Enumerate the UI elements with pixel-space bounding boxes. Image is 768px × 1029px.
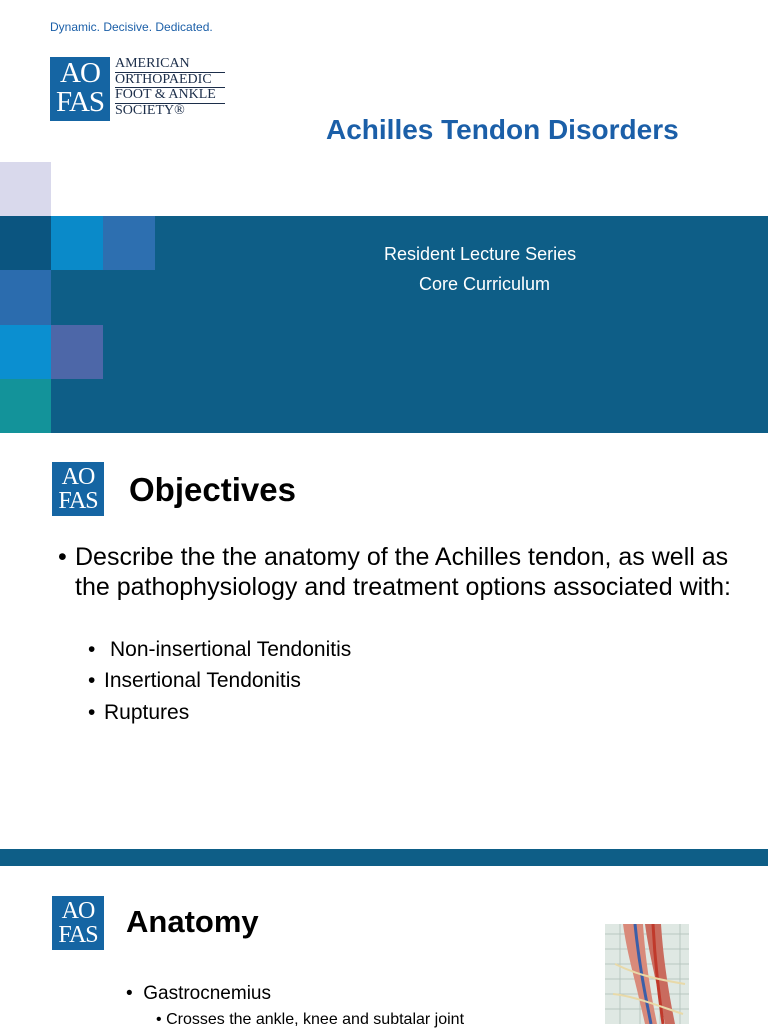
logo-mark-top: AO (60, 57, 100, 89)
org-line: AMERICAN (115, 57, 225, 73)
anatomy-illustration (605, 924, 689, 1024)
bullet-icon: • (58, 543, 67, 571)
decor-square (51, 325, 103, 379)
subtitle-line2: Core Curriculum (419, 274, 551, 294)
aofas-logo-small (52, 896, 104, 950)
anatomy-sub-bullet (156, 1011, 464, 1029)
aofas-logo-small (52, 462, 104, 516)
decor-square (0, 325, 51, 379)
sub-bullet-text: Non-insertional Tendonitis (110, 638, 352, 661)
sub-bullet-item (88, 701, 189, 725)
logo-mark-top: AO (61, 898, 95, 924)
logo-mark-bottom: FAS (55, 86, 105, 118)
bullet-icon: • (88, 701, 96, 724)
decor-square (0, 216, 51, 270)
decor-square (103, 216, 155, 270)
anatomy-sub-bullet-text: Crosses the ankle, knee and subtalar joint (166, 1011, 465, 1028)
bullet-icon: • (126, 983, 133, 1004)
org-line: SOCIETY® (115, 102, 185, 118)
bullet-icon: • (156, 1011, 162, 1028)
objective-main-bullet (58, 542, 748, 602)
decor-square (0, 162, 51, 216)
slide-title: Achilles Tendon Disorders (326, 114, 679, 145)
logo-mark-top: AO (61, 464, 95, 490)
anatomy-bullet (126, 983, 271, 1005)
bullet-icon: • (88, 638, 96, 661)
leg-muscle-illustration (605, 924, 689, 1024)
sub-bullet-text: Insertional Tendonitis (104, 669, 301, 692)
sub-bullet-item (88, 638, 351, 662)
org-line: FOOT & ANKLE (115, 88, 225, 104)
tagline: Dynamic. Decisive. Dedicated. (50, 20, 213, 34)
org-line: ORTHOPAEDIC (115, 73, 225, 89)
sub-bullet-item (88, 669, 301, 693)
decor-square (0, 270, 51, 325)
subtitle-line1: Resident Lecture Series (384, 244, 577, 264)
anatomy-bullet-text: Gastrocnemius (143, 983, 271, 1004)
bullet-icon: • (88, 669, 96, 692)
logo-mark-bottom: FAS (58, 488, 98, 514)
logo-mark-bottom: FAS (58, 922, 98, 948)
decor-square (0, 379, 51, 433)
objective-main-text: Describe the the anatomy of the Achilles tendon, as well as the pathophysiology and treatment options associated with: (75, 543, 731, 601)
anatomy-heading: Anatomy (126, 904, 259, 939)
sub-bullet-text: Ruptures (104, 701, 190, 724)
org-name (115, 57, 225, 118)
aofas-logo (50, 57, 110, 121)
objectives-heading: Objectives (129, 471, 296, 508)
decor-square (51, 216, 103, 270)
slide-divider (0, 849, 768, 866)
